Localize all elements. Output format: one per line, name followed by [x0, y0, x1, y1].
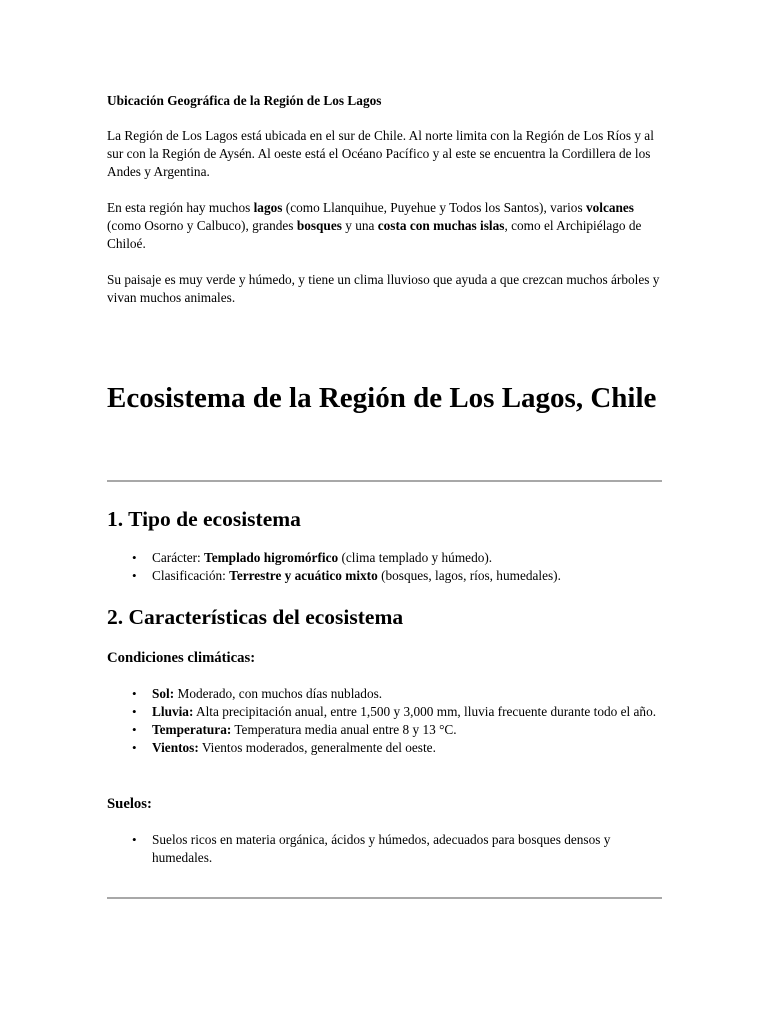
- features-text-5: , como el Archipiélago de Chiloé.: [107, 218, 642, 251]
- item-bold: Temperatura:: [152, 722, 232, 737]
- item-bold: Templado higromórfico: [204, 550, 339, 565]
- tipo-heading: 1. Tipo de ecosistema: [107, 507, 301, 531]
- list-item: [107, 831, 662, 867]
- item-rest: Vientos moderados, generalmente del oeste.: [198, 740, 436, 755]
- list-item: [107, 721, 662, 739]
- item-rest: Suelos ricos en materia orgánica, ácidos y húmedos, adecuados para bosques densos y humedales.: [152, 832, 611, 865]
- features-text-3: (como Osorno y Calbuco), grandes: [107, 218, 297, 233]
- bullet-icon: •: [132, 704, 137, 719]
- location-title: Ubicación Geográfica de la Región de Los Lagos: [107, 93, 382, 108]
- list-item: [107, 549, 662, 567]
- features-paragraph: [107, 199, 662, 253]
- features-bold-costa: costa con muchas islas: [377, 218, 505, 233]
- bullet-icon: •: [132, 832, 137, 847]
- features-text-1: En esta región hay muchos: [107, 200, 254, 215]
- item-rest: (clima templado y húmedo).: [338, 550, 493, 565]
- suelos-list: [107, 831, 662, 867]
- list-item: [107, 685, 662, 703]
- caracteristicas-heading: 2. Características del ecosistema: [107, 605, 404, 629]
- item-bold: Vientos:: [152, 740, 199, 755]
- tipo-list: [107, 549, 662, 585]
- climatic-heading: Condiciones climáticas:: [107, 650, 256, 666]
- item-rest: Alta precipitación anual, entre 1,500 y 3,000 mm, lluvia frecuente durante todo el año.: [193, 704, 657, 719]
- bullet-icon: •: [132, 722, 137, 737]
- location-paragraph: La Región de Los Lagos está ubicada en el sur de Chile. Al norte limita con la Región de Los Ríos y al sur con la Región de Aysén. Al oeste está el Océano Pacífico y al este se encuentra la Cordillera de los Andes y Argentina.: [107, 128, 654, 179]
- features-bold-bosques: bosques: [296, 218, 342, 233]
- horizontal-rule: [107, 480, 662, 482]
- item-bold: Terrestre y acuático mixto: [229, 568, 378, 583]
- list-item: [107, 739, 662, 757]
- bullet-icon: •: [132, 550, 137, 565]
- bullet-icon: •: [132, 568, 137, 583]
- horizontal-rule: [107, 897, 662, 899]
- features-bold-volcanes: volcanes: [585, 200, 634, 215]
- item-rest: (bosques, lagos, ríos, humedales).: [377, 568, 561, 583]
- features-text-4: y una: [341, 218, 378, 233]
- landscape-paragraph: Su paisaje es muy verde y húmedo, y tiene un clima lluvioso que ayuda a que crezcan muchos árboles y vivan muchos animales.: [107, 272, 660, 305]
- climatic-list: [107, 685, 662, 757]
- bullet-icon: •: [132, 686, 137, 701]
- item-bold: Lluvia:: [152, 704, 194, 719]
- features-bold-lagos: lagos: [253, 200, 283, 215]
- suelos-heading: Suelos:: [107, 796, 152, 812]
- item-bold: Sol:: [152, 686, 175, 701]
- features-text-2: (como Llanquihue, Puyehue y Todos los Santos), varios: [282, 200, 586, 215]
- item-rest: Moderado, con muchos días nublados.: [174, 686, 383, 701]
- item-label: Clasificación:: [152, 568, 230, 583]
- ecosystem-heading: Ecosistema de la Región de Los Lagos, Chile: [107, 382, 657, 414]
- item-label: Carácter:: [152, 550, 205, 565]
- list-item: [107, 703, 662, 721]
- bullet-icon: •: [132, 740, 137, 755]
- list-item: [107, 567, 662, 585]
- item-rest: Temperatura media anual entre 8 y 13 °C.: [231, 722, 457, 737]
